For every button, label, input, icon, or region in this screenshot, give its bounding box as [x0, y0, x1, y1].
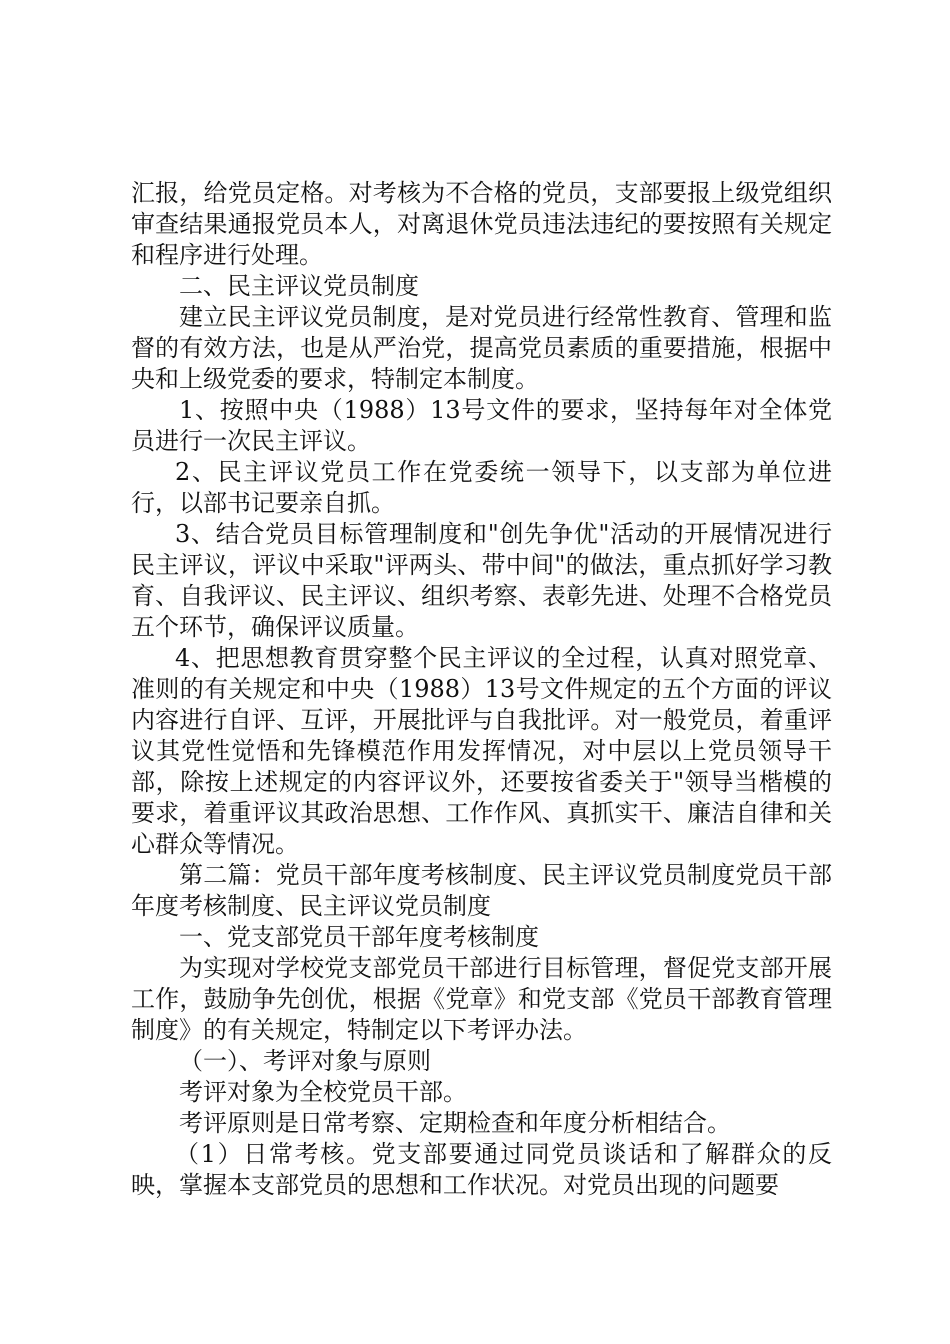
paragraph-report-continuation: 汇报，给党员定格。对考核为不合格的党员，支部要报上级党组织审查结果通报党员本人，对离退休党员违法违纪的要按照有关规定和程序进行处理。	[131, 179, 832, 269]
chapter-heading-second: 第二篇：党员干部年度考核制度、民主评议党员制度党员干部年度考核制度、民主评议党员制度	[131, 861, 832, 920]
section-heading-democratic-evaluation: 二、民主评议党员制度	[179, 272, 419, 300]
paragraph-daily-assessment: （1）日常考核。党支部要通过同党员谈话和了解群众的反映，掌握本支部党员的思想和工作状况。对党员出现的问题要	[131, 1140, 832, 1199]
paragraph-system-purpose: 建立民主评议党员制度，是对党员进行经常性教育、管理和监督的有效方法，也是从严治党，提高党员素质的重要措施，根据中央和上级党委的要求，特制定本制度。	[131, 303, 832, 393]
paragraph-assessment-objects: 考评对象为全校党员干部。	[179, 1078, 467, 1106]
paragraph-assessment-principles: 考评原则是日常考察、定期检查和年度分析相结合。	[179, 1109, 731, 1137]
paragraph-item-2: 2、民主评议党员工作在党委统一领导下，以支部为单位进行，以部书记要亲自抓。	[131, 458, 832, 517]
paragraph-item-3: 3、结合党员目标管理制度和"创先争优"活动的开展情况进行民主评议，评议中采取"评两头、带中间"的做法，重点抓好学习教育、自我评议、民主评议、组织考察、表彰先进、处理不合格党员五个环节，确保评议质量。	[131, 520, 832, 641]
paragraph-assessment-purpose: 为实现对学校党支部党员干部进行目标管理，督促党支部开展工作，鼓励争先创优，根据《党章》和党支部《党员干部教育管理制度》的有关规定，特制定以下考评办法。	[131, 954, 832, 1044]
subheading-objects-principles: （一）、考评对象与原则	[179, 1047, 431, 1075]
paragraph-item-4: 4、把思想教育贯穿整个民主评议的全过程，认真对照党章、准则的有关规定和中央（1988）13号文件规定的五个方面的评议内容进行自评、互评，开展批评与自我批评。对一般党员，着重评议其党性觉悟和先锋模范作用发挥情况，对中层以上党员领导干部，除按上述规定的内容评议外，还要按省委关于"领导当楷模的要求，着重评议其政治思想、工作作风、真抓实干、廉洁自律和关心群众等情况。	[131, 644, 832, 858]
paragraph-item-1: 1、按照中央（1988）13号文件的要求，坚持每年对全体党员进行一次民主评议。	[131, 396, 832, 455]
section-heading-annual-assessment: 一、党支部党员干部年度考核制度	[179, 923, 539, 951]
